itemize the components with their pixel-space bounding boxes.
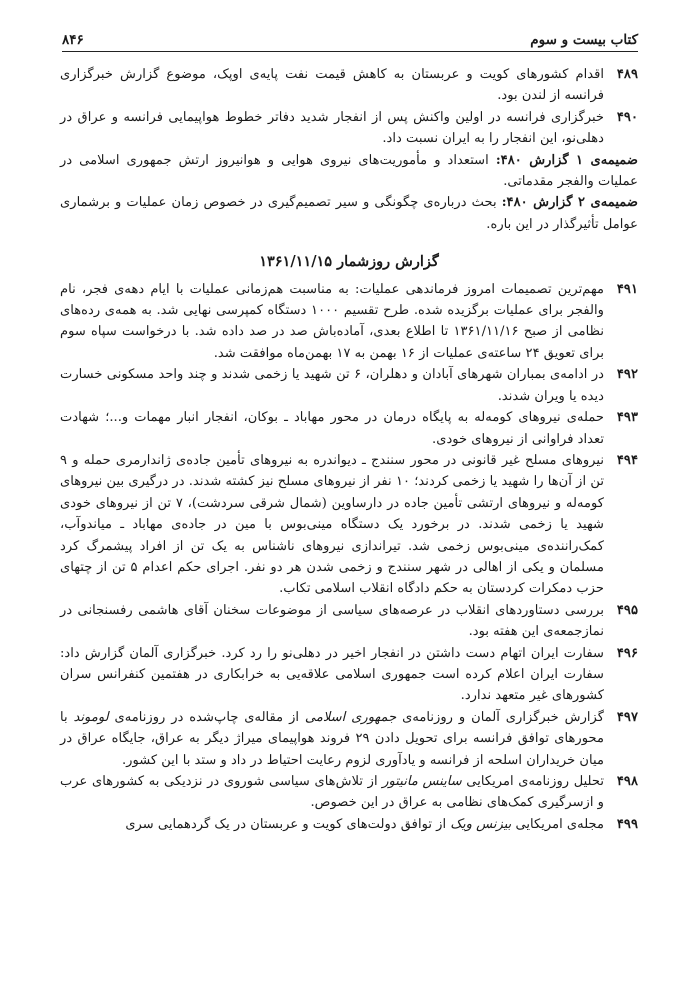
appendix-text: بحث درباره‌ی چگونگی و سیر تصمیم‌گیری در خصوص زمان عملیات و برشماری عوامل تأثیرگذار در این باره.: [60, 195, 638, 232]
entry-490: [60, 107, 638, 150]
appendix-label: ضمیمه‌ی ۱ گزارش ۴۸۰:: [495, 152, 638, 168]
entry-number: ۴۹۳: [616, 410, 638, 426]
entry-number: ۴۸۹: [616, 67, 638, 82]
entry-491: [60, 279, 638, 365]
entry-489: [60, 64, 638, 107]
newspaper-name: ساینس مانیتور: [382, 774, 462, 789]
entry-text: حمله‌ی نیروهای کومه‌له به پایگاه درمان در محور مهاباد ـ بوکان، انفجار انبار مهمات و...؛ شهادت تعداد فراوانی از نیروهای خودی.: [60, 410, 604, 447]
page-header: [62, 26, 638, 52]
entry-number: ۴۹۴: [616, 452, 638, 468]
entry-number: ۴۹۰: [616, 109, 638, 125]
entry-number: ۴۹۶: [616, 645, 638, 661]
magazine-name: بیزنس ویک: [450, 816, 512, 832]
entry-text: خبرگزاری فرانسه در اولین واکنش پس از انفجار شدید دفاتر خطوط هواپیمایی فرانسه و عراق در دهلی‌نو، این انفجار را به ایران نسبت داد.: [60, 109, 604, 147]
entry-number: ۴۹۹: [616, 816, 638, 832]
entry-494: [60, 450, 638, 600]
entry-text: مهم‌ترین تصمیمات امروز فرماندهی عملیات: به مناسبت هم‌زمانی عملیات با ایام دهه‌ی فجر، نام والفجر برای عملیات برگزیده شده. طرح تقسیم ۱۰۰۰ دستگاه کمپرسی نهایی شد. به همه‌ی رده‌های نظامی از صبح ۱۳۶۱/۱۱/۱۶ تا اطلاع بعدی، آماده‌باش صد در صد داده شد. با درخواست سپاه سوم برای تعویق ۲۴ ساعته‌ی عملیات از ۱۶ بهمن به ۱۷ بهمن‌ماه موافقت شد.: [60, 281, 604, 361]
page-content: [60, 64, 638, 835]
entry-number: ۴۹۱: [616, 281, 638, 297]
section-title: گزارش روزشمار ۱۳۶۱/۱۱/۱۵: [259, 253, 439, 271]
entry-text: در ادامه‌ی بمباران شهرهای آبادان و دهلران، ۶ تن شهید یا زخمی شدند و چند واحد مسکونی خسارت دیده یا ویران شدند.: [60, 367, 604, 404]
appendix-1: [60, 150, 638, 193]
entry-text: نیروهای مسلح غیر قانونی در محور سنندج ـ دیواندره به نیروهای تأمین جاده‌ی ژاندارمری حمله و ۹ تن از آن‌ها را شهید یا زخمی کردند؛ ۱۰ نفر از نیروهای مسلح نیز کشته شدند. در درگیری بین نیروهای کومه‌له و نیروهای ارتشی تأمین جاده در دارساوین (شمال شرقی سردشت)، ۷ تن از نیروهای خودی شهید یا زخمی شدند. در برخورد یک دستگاه مینی‌بوس با مین در جاده‌ی مهاباد ـ میاندوآب، کمک‌راننده‌ی مینی‌بوس زخمی شد. تیراندازی نیروهای ناشناس به یک تن از افراد پیشمرگ کرد مسلمان و یکی از اهالی در شهر سنندج و زخمی شدن هر دو نفر. اجرای حکم اعدام ۵ تن از چتهای حزب دمکرات کردستان به حکم دادگاه انقلاب اسلامی تکاب.: [60, 452, 604, 597]
entry-text: از تلاش‌های سیاسی شوروی در نزدیکی به کشورهای عرب و ازسرگیری کمک‌های نظامی به عراق در این خصوص.: [60, 774, 604, 811]
entry-text: تحلیل روزنامه‌ی امریکایی: [461, 774, 604, 789]
entry-498: [60, 771, 638, 814]
newspaper-name: لوموند: [73, 709, 109, 725]
entry-text: از توافق دولت‌های کویت و عربستان در یک گردهمایی سری: [125, 816, 451, 832]
entry-text: سفارت ایران اتهام دست داشتن در انفجار اخیر در دهلی‌نو را رد کرد. خبرگزاری آلمان گزارش داد: سفارت ایران اعلام کرده است جمهوری اسلامی علاقه‌یی به خرابکاری در هفتمین کنفرانس سران کشورهای غیر متعهد ندارد.: [60, 645, 604, 704]
entry-495: [60, 600, 638, 643]
entry-text: از مقاله‌ی چاپ‌شده در روزنامه‌ی: [108, 709, 305, 725]
appendix-2: [60, 192, 638, 235]
entry-text: اقدام کشورهای کویت و عربستان به کاهش قیمت نفت پایه‌ی اوپک، موضوع گزارش خبرگزاری فرانسه از لندن بود.: [60, 67, 604, 104]
entry-492: [60, 364, 638, 407]
entry-number: ۴۹۲: [616, 367, 638, 383]
entry-493: [60, 407, 638, 450]
entry-number: ۴۹۵: [616, 602, 638, 618]
entry-number: ۴۹۸: [616, 774, 638, 789]
entry-text: گزارش خبرگزاری آلمان و روزنامه‌ی: [396, 709, 604, 725]
entry-497: [60, 707, 638, 771]
entry-499: [60, 814, 638, 835]
entry-496: [60, 643, 638, 707]
entry-number: ۴۹۷: [616, 709, 638, 725]
book-title: کتاب بیست و سوم: [530, 32, 638, 48]
entry-text: مجله‌ی امریکایی: [511, 816, 604, 832]
entry-text: با محورهای توافق فرانسه برای تحویل دادن ۲۹ فروند هواپیمای میراژ دیگر به عراق، جایگاه عراق در میان خریداران اسلحه از فرانسه و یادآوری لزوم رعایت احتیاط در داد و ستد با این کشور.: [60, 709, 604, 768]
newspaper-name: جمهوری اسلامی: [304, 709, 397, 725]
appendix-text: استعداد و مأموریت‌های نیروی هوایی و هوانیروز ارتش جمهوری اسلامی در عملیات والفجر مقدماتی.: [60, 152, 638, 190]
appendix-label: ضمیمه‌ی ۲ گزارش ۴۸۰:: [501, 195, 638, 211]
entry-text: بررسی دستاوردهای انقلاب در عرصه‌های سیاسی از موضوعات سخنان آقای هاشمی رفسنجانی در نمازجمعه‌ی این هفته بود.: [60, 602, 604, 640]
page-number: ۸۴۶: [62, 32, 84, 48]
